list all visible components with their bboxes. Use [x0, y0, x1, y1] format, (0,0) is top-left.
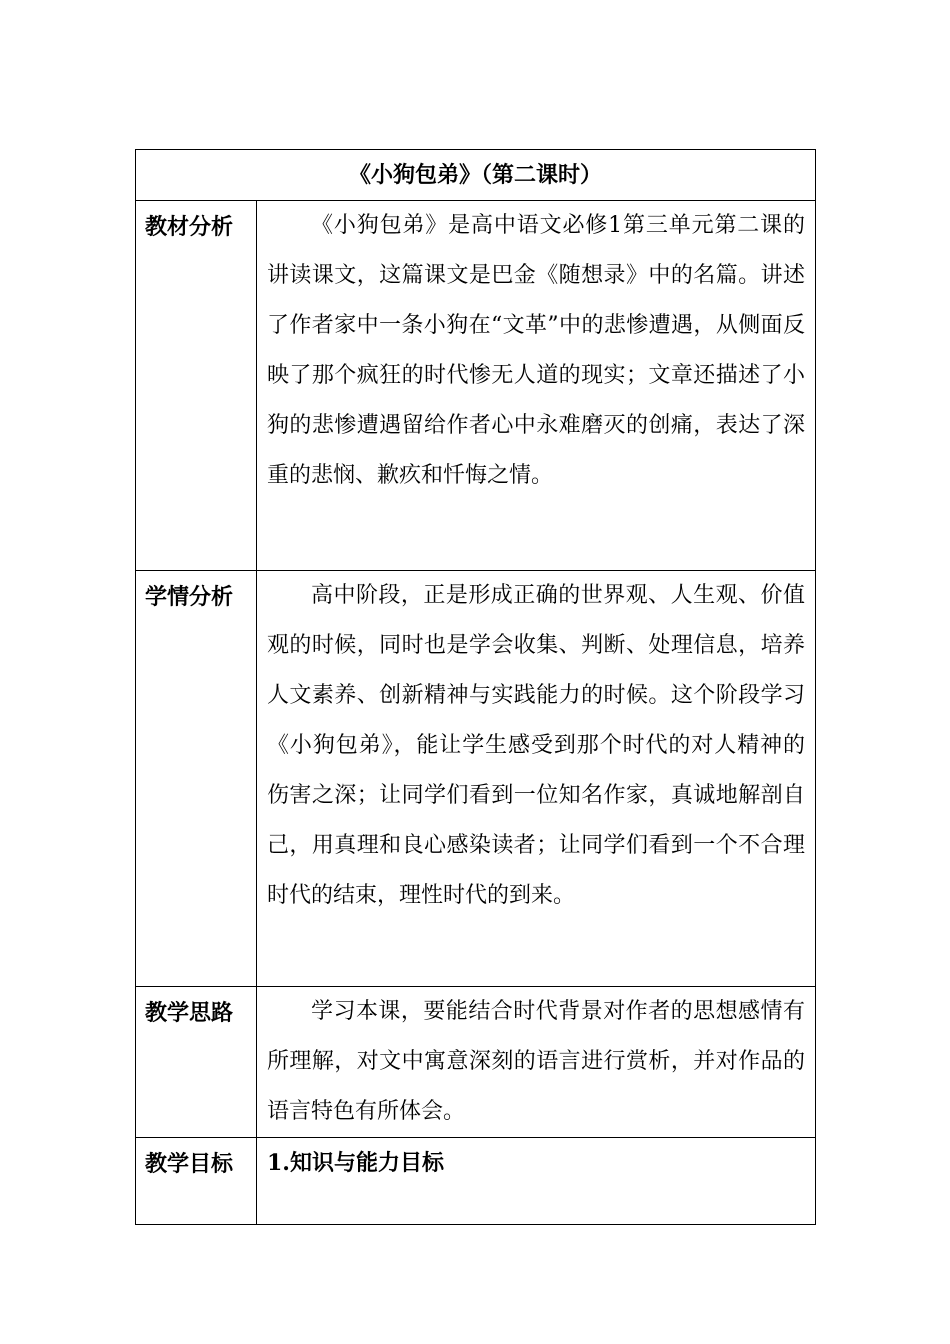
lesson-plan-table — [135, 149, 816, 1225]
row-body-textbook-analysis — [257, 201, 816, 571]
row-label-teaching-approach: 教学思路 — [136, 987, 257, 1138]
teaching-approach-text: 学习本课，要能结合时代背景对作者的思想感情有所理解，对文中寓意深刻的语言进行赏析，并对作品的语言特色有所体会。 — [267, 999, 806, 1124]
title-row — [136, 150, 816, 201]
row-label-student-analysis: 学情分析 — [136, 571, 257, 987]
row-body-student-analysis — [257, 571, 816, 987]
student-analysis-text: 高中阶段，正是形成正确的世界观、人生观、价值观的时候，同时也是学会收集、判断、处理信息，培养人文素养、创新精神与实践能力的时候。这个阶段学习《小狗包弟》，能让学生感受到那个时代的对人精神的伤害之深；让同学们看到一位知名作家，真诚地解剖自己，用真理和良心感染读者；让同学们看到一个不合理时代的结束，理性时代的到来。 — [267, 583, 806, 908]
table-row — [136, 571, 816, 987]
row-body-teaching-approach — [257, 987, 816, 1138]
table-row — [136, 201, 816, 571]
lesson-title: 《小狗包弟》（第二课时） — [136, 150, 816, 201]
goals-heading: 1.知识与能力目标 — [267, 1150, 444, 1176]
table-row — [136, 987, 816, 1138]
row-body-teaching-goals — [257, 1138, 816, 1225]
textbook-analysis-text: 《小狗包弟》是高中语文必修1第三单元第二课的讲读课文，这篇课文是巴金《随想录》中的名篇。讲述了作者家中一条小狗在“文革”中的悲惨遭遇，从侧面反映了那个疯狂的时代惨无人道的现实；文章还描述了小狗的悲惨遭遇留给作者心中永难磨灭的创痛，表达了深重的悲悯、歉疚和忏悔之情。 — [267, 213, 806, 488]
table-row — [136, 1138, 816, 1225]
row-label-teaching-goals: 教学目标 — [136, 1138, 257, 1225]
row-label-textbook-analysis: 教材分析 — [136, 201, 257, 571]
